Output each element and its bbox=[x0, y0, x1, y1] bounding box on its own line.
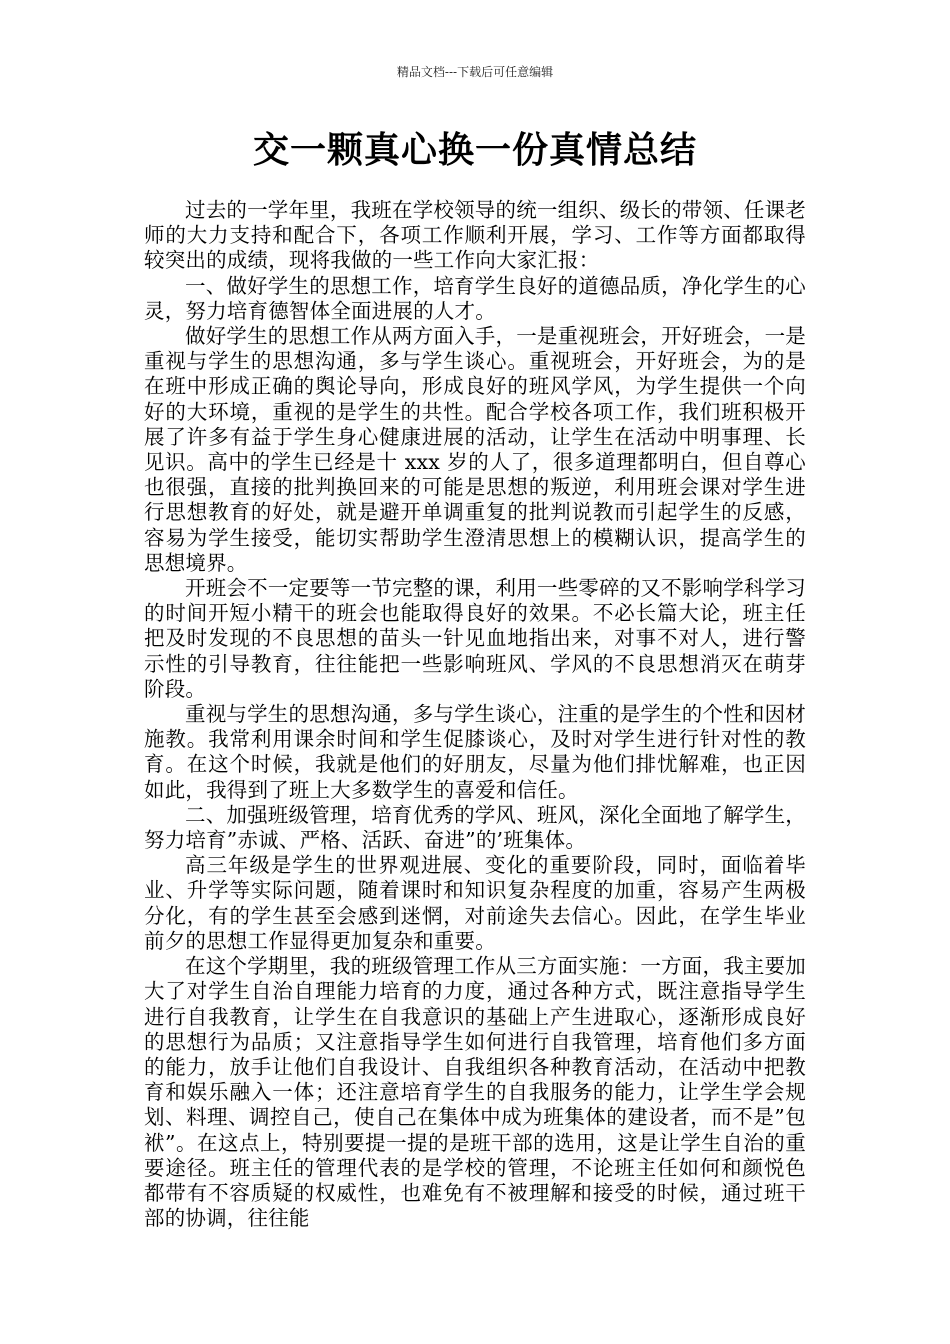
paragraph: 高三年级是学生的世界观进展、变化的重要阶段，同时，面临着毕业、升学等实际问题，随着课时和知识复杂程度的加重，容易产生两极分化，有的学生甚至会感到迷惘，对前途失去信心。因此，在学生毕业前夕的思想工作显得更加复杂和重要。 bbox=[144, 853, 806, 953]
header-note: 精品文档---下载后可任意编辑 bbox=[396, 65, 554, 79]
paragraph: 一、做好学生的思想工作，培育学生良好的道德品质，净化学生的心灵，努力培育德智体全面进展的人才。 bbox=[144, 273, 806, 323]
document-body bbox=[144, 198, 806, 1231]
paragraph: 在这个学期里，我的班级管理工作从三方面实施：一方面，我主要加大了对学生自治自理能力培育的力度，通过各种方式，既注意指导学生进行自我教育，让学生在自我意识的基础上产生进取心，逐渐形成良好的思想行为品质；又注意指导学生如何进行自我管理，培育他们多方面的能力，放手让他们自我设计、自我组织各种教育活动，在活动中把教育和娱乐融入一体；还注意培育学生的自我服务的能力，让学生学会规划、料理、调控自己，使自己在集体中成为班集体的建设者，而不是”包袱”。在这点上，特别要提一提的是班干部的选用，这是让学生自治的重要途径。班主任的管理代表的是学校的管理，不论班主任如何和颜悦色都带有不容质疑的权威性，也难免有不被理解和接受的时候，通过班干部的协调，往往能 bbox=[144, 954, 806, 1231]
paragraph: 过去的一学年里，我班在学校领导的统一组织、级长的带领、任课老师的大力支持和配合下，各项工作顺利开展，学习、工作等方面都取得较突出的成绩，现将我做的一些工作向大家汇报： bbox=[144, 198, 806, 273]
paragraph: 重视与学生的思想沟通，多与学生谈心，注重的是学生的个性和因材施教。我常利用课余时间和学生促膝谈心，及时对学生进行针对性的教育。在这个时候，我就是他们的好朋友，尽量为他们排忧解难，也正因如此，我得到了班上大多数学生的喜爱和信任。 bbox=[144, 702, 806, 802]
paragraph: 做好学生的思想工作从两方面入手，一是重视班会，开好班会，一是重视与学生的思想沟通，多与学生谈心。重视班会，开好班会，为的是在班中形成正确的舆论导向，形成良好的班风学风，为学生提供一个向好的大环境，重视的是学生的共性。配合学校各项工作，我们班积极开展了许多有益于学生身心健康进展的活动，让学生在活动中明事理、长见识。高中的学生已经是十 xxx 岁的人了，很多道理都明白，但自尊心也很强，直接的批判换回来的可能是思想的叛逆，利用班会课对学生进行思想教育的好处，就是避开单调重复的批判说教而引起学生的反感，容易为学生接受，能切实帮助学生澄清思想上的模糊认识，提高学生的思想境界。 bbox=[144, 324, 806, 575]
paragraph: 开班会不一定要等一节完整的课，利用一些零碎的又不影响学科学习的时间开短小精干的班会也能取得良好的效果。不必长篇大论，班主任把及时发现的不良思想的苗头一针见血地指出来，对事不对人，进行警示性的引导教育，往往能把一些影响班风、学风的不良思想消灭在萌芽阶段。 bbox=[144, 576, 806, 701]
paragraph: 二、加强班级管理，培育优秀的学风、班风，深化全面地了解学生，努力培育”赤诚、严格、活跃、奋进”的’班集体。 bbox=[144, 802, 806, 853]
document-title: 交一颗真心换一份真情总结 bbox=[252, 130, 697, 171]
